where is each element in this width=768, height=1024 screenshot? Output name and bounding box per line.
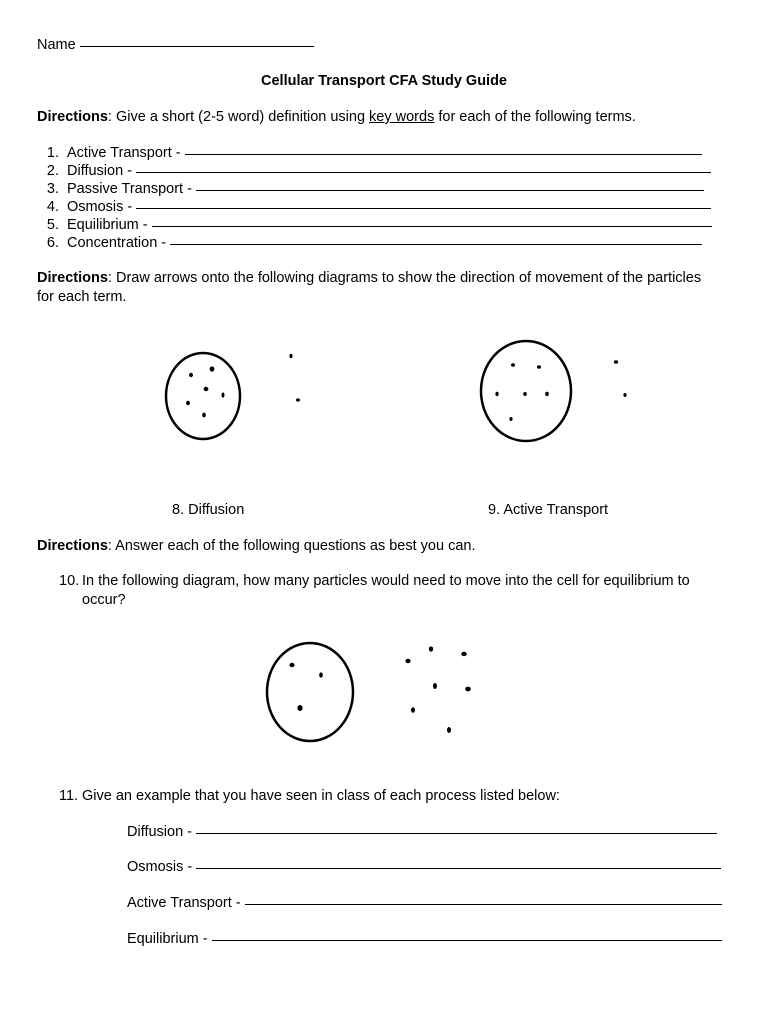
example-blank[interactable] [212,940,722,941]
directions-text-end: for each of the following terms. [434,109,636,125]
term-label: Diffusion - [67,163,133,179]
question-10-line2: occur? [82,592,126,608]
question-11-number: 11. [59,788,79,804]
particles-inside [495,363,548,421]
term-number: 1. [46,145,59,161]
directions-text: : Answer each of the following questions as best you can. [107,538,476,554]
term-number: 4. [46,199,59,215]
diffusion-diagram[interactable] [166,353,300,439]
directions-text: : Give a short (2-5 word) definition using [107,109,370,125]
term-number: 2. [46,163,59,179]
page-title: Cellular Transport CFA Study Guide [261,73,507,89]
particles-inside [186,366,225,417]
example-label: Equilibrium - [127,931,208,947]
particles-inside [289,663,322,711]
term-number: 3. [46,181,59,197]
equilibrium-diagram [267,643,471,741]
cell-membrane [481,341,571,441]
cell-membrane [267,643,353,741]
term-number: 5. [46,217,59,233]
active-transport-diagram-label: 9. Active Transport [488,502,609,518]
key-words-text: key words [369,109,435,125]
example-label: Diffusion - [127,824,193,840]
directions-arrows-line2: for each term. [37,289,127,305]
example-item-equilibrium [127,931,722,947]
term-number: 6. [46,235,59,251]
question-10-number: 10. [59,573,80,589]
term-label: Active Transport - [67,145,181,161]
term-label: Osmosis - [67,199,133,215]
name-label: Name [37,37,76,53]
directions-label: Directions [37,538,108,554]
term-label: Concentration - [67,235,167,251]
example-item-diffusion [127,824,717,840]
directions-text: : Draw arrows onto the following diagrams to show the direction of movement of the particles [107,270,702,286]
example-item-active-transport [127,895,722,911]
example-blank[interactable] [245,904,722,905]
directions-label: Directions [37,270,108,286]
example-item-osmosis [127,859,721,875]
example-blank[interactable] [196,833,717,834]
particles-outside [405,646,470,733]
example-blank[interactable] [196,868,721,869]
question-11-text: Give an example that you have seen in class of each process listed below: [82,788,560,804]
example-label: Osmosis - [127,859,193,875]
active-transport-diagram[interactable] [481,341,627,441]
diffusion-diagram-label: 8. Diffusion [172,502,245,518]
question-10-line1: In the following diagram, how many particles would need to move into the cell for equilibrium to [82,573,690,589]
directions-label: Directions [37,109,108,125]
term-label: Equilibrium - [67,217,148,233]
cell-membrane [166,353,240,439]
directions-answer [37,538,475,554]
term-label: Passive Transport - [67,181,192,197]
particles-outside [614,360,627,397]
example-label: Active Transport - [127,895,241,911]
particles-outside [290,354,301,402]
